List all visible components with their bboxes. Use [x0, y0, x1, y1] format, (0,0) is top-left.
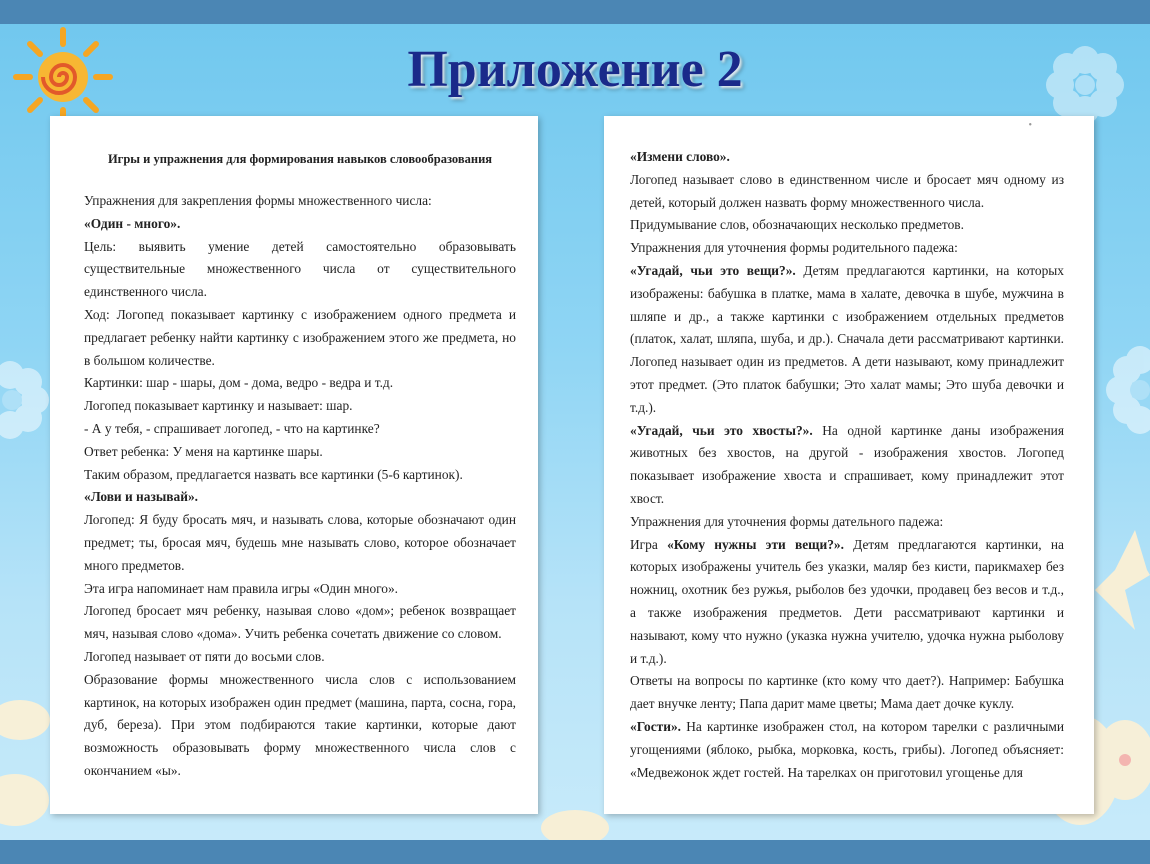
right-document-page: [604, 116, 1094, 814]
game-prefix: Игра: [630, 536, 668, 552]
game-title: «Гости».: [630, 718, 682, 734]
game-title: «Угадай, чьи это хвосты?».: [630, 422, 813, 438]
paragraph: Логопед бросает мяч ребенку, называя слово «дом»; ребенок возвращает мяч, называя слово «дома». Учить ребенка сочетать движение со словом.: [84, 603, 516, 642]
game-title: «Один - много».: [84, 215, 181, 231]
game-description: Детям предлагаются картинки, на которых изображены учитель без указки, маляр без кисти, парикмахер без ножниц, охотник без ружья, рыболов без удочки, продавец без весов и т.д., а также изображения предметов. Дети рассматривают картинки и называют, кому что нужно (указка нужна учителю, удочка нужна рыболову и т.д.).: [630, 536, 1065, 666]
top-bar: [0, 0, 1150, 24]
game-description: На картинке изображен стол, на котором тарелки с различными угощениями (яблоко, рыбка, морковка, кость, грибы). Логопед объясняет: «Медвежонок ждет гостей. На тарелках он приготовил угощенье для: [630, 718, 1064, 780]
paragraph: Образование формы множественного числа слов с использованием картинок, на которых изображен один предмет (машина, парта, сосна, гора, дуб, береза). При этом подбираются такие картинки, которые дают возможность образовывать форму множественного числа слов с окончанием «ы».: [84, 671, 516, 778]
paragraph: Цель: выявить умение детей самостоятельно образовывать существительные множественного числа от существительного единственного числа.: [84, 238, 516, 300]
game-description: На одной картинке даны изображения животных без хвостов, на другой - изображения хвостов. Логопед показывает изображение хвоста и спрашивает, кому принадлежит этот хвост.: [630, 422, 1064, 506]
slide-title: Приложение 2: [407, 41, 743, 98]
paragraph: Ответы на вопросы по картинке (кто кому что дает?). Например: Бабушка дает внучке ленту; Папа дарит маме цветы; Мама дает дочке куклу.: [630, 673, 1064, 712]
game-title: «Лови и называй».: [84, 489, 198, 505]
paragraph: Придумывание слов, обозначающих несколько предметов.: [630, 217, 964, 233]
game-title: «Измени слово».: [630, 149, 730, 164]
paragraph: Упражнения для уточнения формы родительного падежа:: [630, 240, 958, 256]
paragraph: Картинки: шар - шары, дом - дома, ведро - ведра и т.д.: [84, 375, 394, 391]
paragraph: [630, 420, 1064, 511]
paragraph: Упражнения для закрепления формы множественного числа:: [84, 193, 432, 208]
game-title: «Кому нужны эти вещи?».: [667, 536, 844, 552]
flower-icon: [540, 800, 610, 840]
game-description: Детям предлагаются картинки, на которых изображены: бабушка в платке, мама в халате, девочка в шубе, мужчина в шляпе и др., а также картинки с изображением отдельных предметов (платок, халат, шляпа, шуба, и др.). Сначала дети рассматривают картинки. Логопед называет один из предметов. А дети называют, кому принадлежит этот предмет. (Это платок бабушки; Это халат мамы; Это шуба девочки и т.д.).: [630, 262, 1064, 415]
paragraph: Эта игра напоминает нам правила игры «Один много».: [84, 580, 399, 596]
document-heading: Игры и упражнения для формирования навыков словообразования: [107, 152, 493, 166]
paragraph: [84, 213, 516, 236]
paragraph: Логопед называет слово в единственном числе и бросает мяч одному из детей, который должен назвать форму множественного числа.: [630, 171, 1064, 210]
paragraph: Ход: Логопед показывает картинку с изображением одного предмета и предлагает ребенку найти картинку с изображением этого же предмета, но в большом количестве.: [84, 306, 516, 368]
left-document-page: [50, 116, 538, 814]
paragraph: Упражнения для уточнения формы дательного падежа:: [630, 513, 944, 529]
game-title: «Угадай, чьи это вещи?».: [630, 262, 796, 278]
paragraph: Логопед показывает картинку и называет: шар.: [84, 398, 353, 414]
paragraph: [84, 486, 516, 509]
flower-icon: [1095, 330, 1150, 450]
bottom-bar: [0, 840, 1150, 864]
paragraph: Таким образом, предлагается назвать все картинки (5-6 картинок).: [84, 466, 463, 482]
paragraph: Логопед называет от пяти до восьми слов.: [84, 648, 325, 664]
paragraph: Логопед: Я буду бросать мяч, и называть слова, которые обозначают один предмет; ты, бросая мяч, будешь мне называть слово, которое обозначает много предметов.: [84, 512, 516, 573]
flower-icon: [1095, 530, 1150, 660]
paragraph: [630, 260, 1064, 420]
page-dot: •: [1028, 120, 1032, 131]
paragraph: Ответ ребенка: У меня на картинке шары.: [84, 443, 323, 459]
paragraph: - А у тебя, - спрашивает логопед, - что на картинке?: [84, 420, 380, 436]
paragraph: [630, 716, 1064, 784]
paragraph: [630, 534, 1064, 671]
paragraph: [630, 146, 1064, 169]
